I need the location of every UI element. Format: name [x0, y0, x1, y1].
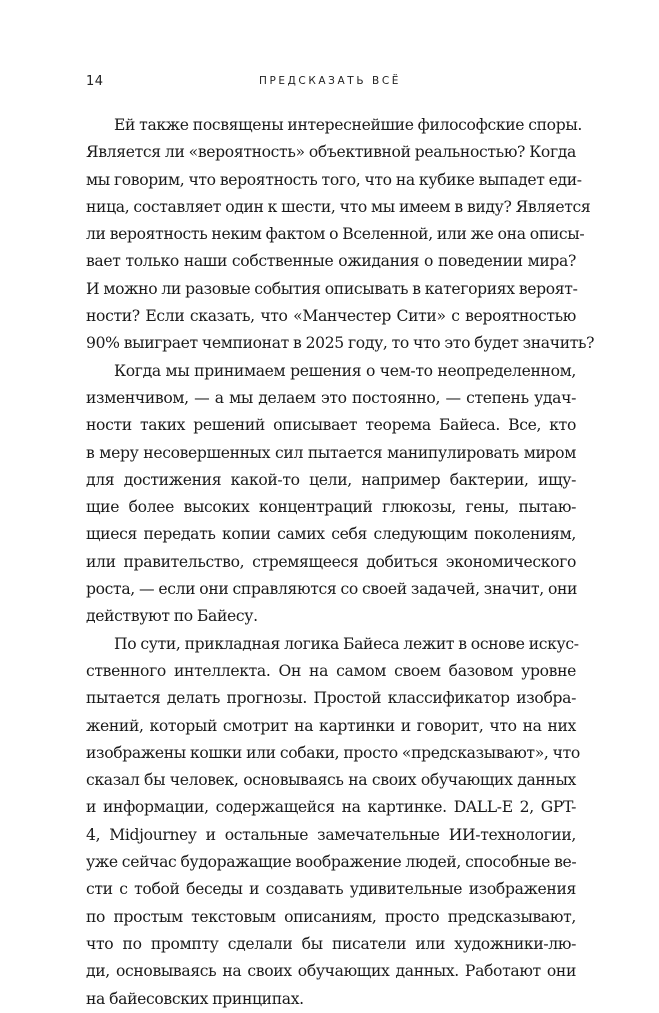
text-line: сказал бы человек, основываясь на своих обучающих данных — [86, 771, 576, 790]
page-number: 14 — [86, 74, 104, 89]
text-line: ственного интеллекта. Он на самом своем базовом уровне — [86, 661, 576, 680]
text-line: 90% выиграет чемпионат в 2025 году, то что это будет значить? — [86, 334, 595, 353]
book-title: ПРЕДСКАЗАТЬ ВСЁ — [258, 75, 402, 87]
text-line: вает только наши собственные ожидания о поведении мира? — [86, 252, 576, 271]
text-line: или правительство, стремящееся добиться экономического — [86, 552, 576, 571]
paragraph — [86, 358, 576, 631]
paragraph — [86, 112, 595, 358]
text-line: ности? Если сказать, что «Манчестер Сити» с вероятностью — [86, 307, 576, 326]
text-line: и информации, содержащейся на картинке. DALL-E 2, GPT- — [86, 798, 576, 817]
text-line: ди, основываясь на своих обучающих данных. Работают они — [86, 962, 576, 981]
text-line: щиеся передать копии самих себя следующим поколениям, — [86, 525, 576, 544]
text-line: Ей также посвящены интереснейшие философские споры. — [114, 116, 583, 134]
body-text — [86, 112, 595, 1013]
text-line: пытается делать прогнозы. Простой классификатор изобра- — [86, 689, 576, 708]
text-line: изображены кошки или собаки, просто «предсказывают», что — [86, 743, 580, 762]
text-line: мы говорим, что вероятность того, что на кубике выпадет еди- — [86, 170, 582, 189]
text-line: По сути, прикладная логика Байеса лежит в основе искус- — [114, 634, 579, 653]
text-line: изменчивом, — а мы делаем это постоянно, — степень удач- — [86, 388, 576, 407]
text-line: сти с тобой беседы и создавать удивительные изображения — [86, 880, 576, 899]
text-line: по простым текстовым описаниям, просто предсказывают, — [86, 907, 576, 926]
text-line: на байесовских принципах. — [86, 989, 304, 1008]
text-line: ница, составляет один к шести, что мы имеем в виду? Является — [86, 197, 591, 216]
text-line: действуют по Байесу. — [86, 607, 258, 626]
text-line: жений, который смотрит на картинки и говорит, что на них — [86, 716, 576, 735]
text-line: ности таких решений описывает теорема Байеса. Все, кто — [86, 416, 576, 435]
text-line: роста, — если они справляются со своей задачей, значит, они — [86, 580, 578, 599]
text-line: щие более высоких концентраций глюкозы, гены, пытаю- — [86, 498, 576, 517]
text-line: в меру несовершенных сил пытается манипулировать миром — [86, 443, 576, 462]
text-line: ли вероятность неким фактом о Вселенной, или же она описы- — [86, 225, 585, 244]
text-line: Когда мы принимаем решения о чем-то неопределенном, — [114, 361, 576, 380]
running-header — [86, 74, 574, 94]
text-line: что по промпту сделали бы писатели или художники-лю- — [86, 934, 576, 953]
text-line: уже сейчас будоражащие воображение людей, способные ве- — [86, 853, 577, 872]
text-line: Является ли «вероятность» объективной реальностью? Когда — [86, 143, 576, 162]
text-line: И можно ли разовые события описывать в категориях вероят- — [86, 279, 578, 298]
text-line: для достижения какой-то цели, например бактерии, ищу- — [86, 470, 576, 489]
text-line: 4, Midjourney и остальные замечательные ИИ-технологии, — [86, 825, 576, 844]
paragraph — [86, 631, 580, 1013]
